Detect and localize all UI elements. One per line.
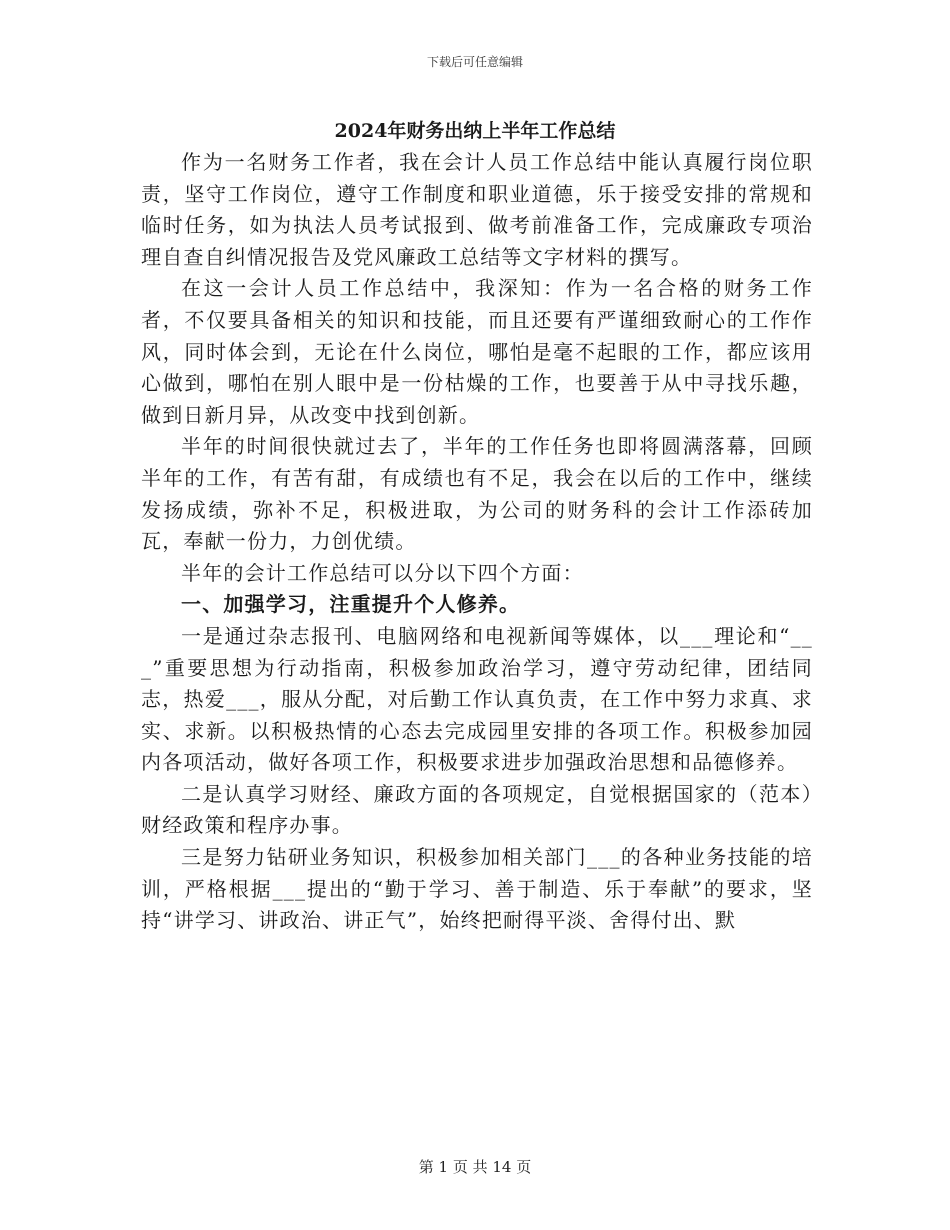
document-body xyxy=(141,147,813,937)
paragraph-intro: 作为一名财务工作者，我在会计人员工作总结中能认真履行岗位职责，坚守工作岗位，遵守工作制度和职业道德，乐于接受安排的常规和临时任务，如为执法人员考试报到、做考前准备工作，完成廉政专项治理自查自纠情况报告及党风廉政工总结等文字材料的撰写。 xyxy=(141,150,813,269)
paragraph-review: 半年的时间很快就过去了，半年的工作任务也即将圆满落幕，回顾半年的工作，有苦有甜，有成绩也有不足，我会在以后的工作中，继续发扬成绩，弥补不足，积极进取，为公司的财务科的会计工作添砖加瓦，奉献一份力，力创优绩。 xyxy=(141,434,813,554)
page-footer: 第 1 页 共 14 页 xyxy=(418,1158,532,1176)
paragraph-point-2: 二是认真学习财经、廉政方面的各项规定，自觉根据国家的（范本）财经政策和程序办事。 xyxy=(141,781,813,838)
document-title: 2024年财务出纳上半年工作总结 xyxy=(334,120,616,142)
paragraph-aspects-intro: 半年的会计工作总结可以分以下四个方面： xyxy=(181,560,584,585)
header-note: 下载后可任意编辑 xyxy=(426,55,523,69)
paragraph-point-1: 一是通过杂志报刊、电脑网络和电视新闻等媒体，以___理论和“___”重要思想为行动指南，积极参加政治学习，遵守劳动纪律，团结同志，热爱___，服从分配，对后勤工作认真负责，在工作中努力求真、求实、求新。以积极热情的心态去完成园里安排的各项工作。积极参加园内各项活动，做好各项工作，积极要求进步加强政治思想和品德修养。 xyxy=(141,623,813,775)
paragraph-point-3: 三是努力钻研业务知识，积极参加相关部门___的各种业务技能的培训，严格根据___提出的“勤于学习、善于制造、乐于奉献”的要求，坚持“讲学习、讲政治、讲正气”，始终把耐得平淡、舍得付出、默 xyxy=(141,845,813,933)
paragraph-reflection: 在这一会计人员工作总结中，我深知：作为一名合格的财务工作者，不仅要具备相关的知识和技能，而且还要有严谨细致耐心的工作作风，同时体会到，无论在什么岗位，哪怕是毫不起眼的工作，都应该用心做到，哪怕在别人眼中是一份枯燥的工作，也要善于从中寻找乐趣，做到日新月异，从改变中找到创新。 xyxy=(141,276,813,427)
section-heading-1: 一、加强学习，注重提升个人修养。 xyxy=(181,592,521,617)
